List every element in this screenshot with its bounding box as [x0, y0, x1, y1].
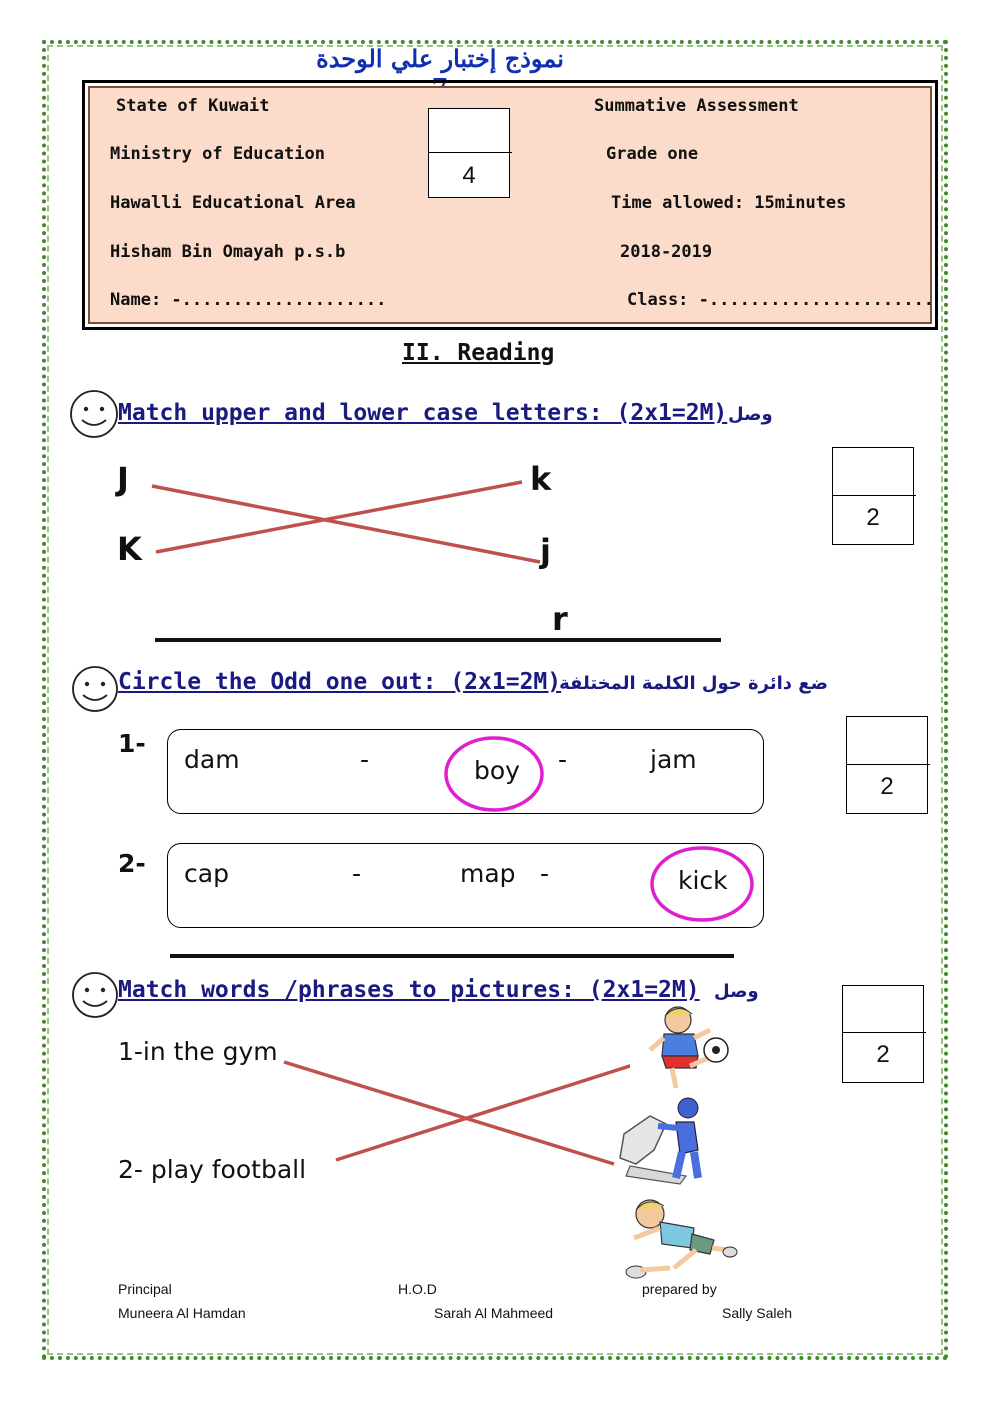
- q2-arabic: ضع دائرة حول الكلمة المختلفة: [559, 673, 828, 694]
- section-title: II. Reading: [402, 340, 555, 366]
- header-grade: Grade one: [606, 144, 699, 164]
- separator-2: [170, 954, 734, 958]
- upper-letter-k: K: [117, 530, 142, 568]
- q2-row2-word3[interactable]: kick: [678, 866, 728, 895]
- page-title: نموذج إختبار علي الوحدة: [316, 44, 564, 73]
- name-field[interactable]: Name: -....................: [110, 290, 387, 310]
- match-line-j: [152, 486, 540, 562]
- odd-one-circle: [648, 844, 756, 924]
- total-score-divider: [428, 152, 512, 153]
- lower-letter-k: k: [530, 460, 552, 498]
- header-state: State of Kuwait: [116, 96, 270, 116]
- q2-row1-dash: -: [360, 745, 370, 774]
- q2-row2-dash: -: [540, 859, 550, 888]
- q2-row1-dash: -: [558, 745, 568, 774]
- header-year: 2018-2019: [620, 242, 713, 262]
- q3-match-lines: [270, 1050, 630, 1180]
- q2-row1-word2[interactable]: boy: [474, 756, 520, 785]
- smiley-icon: [68, 388, 120, 440]
- q3-score: 2: [876, 1041, 890, 1068]
- q3-phrase-1: 1-in the gym: [118, 1037, 278, 1066]
- q1-arabic: وصل: [728, 404, 773, 425]
- person-on-gym-machine-icon: [610, 1094, 710, 1190]
- footer-name-prepared: Sally Saleh: [722, 1305, 793, 1321]
- q2-score-divider: [846, 764, 930, 765]
- q2-row2-dash: -: [352, 859, 362, 888]
- odd-one-circle: [442, 734, 546, 814]
- class-field[interactable]: Class: -......................: [627, 290, 935, 310]
- q2-row2-word1[interactable]: cap: [184, 859, 229, 888]
- footer-name-hod: Sarah Al Mahmeed: [434, 1305, 554, 1321]
- q2-row1-number: 1-: [118, 729, 146, 758]
- smiley-icon: [70, 970, 120, 1020]
- upper-letter-j: J: [117, 460, 129, 498]
- q1-match-lines: [140, 470, 550, 570]
- q3-score-divider: [842, 1032, 926, 1033]
- header-assessment: Summative Assessment: [594, 96, 799, 116]
- footer-name-principal: Muneera Al Hamdan: [118, 1305, 246, 1321]
- total-score: 4: [462, 162, 476, 189]
- q1-title: Match upper and lower case letters: (2x1=2M): [118, 400, 728, 426]
- q2-row2-word2[interactable]: map: [460, 859, 516, 888]
- boy-running-icon: [614, 1192, 738, 1284]
- header-area: Hawalli Educational Area: [110, 193, 356, 213]
- boy-kicking-football-icon: [636, 1000, 732, 1092]
- footer-role-principal: Principal: [118, 1281, 172, 1297]
- footer-role-prepared: prepared by: [642, 1281, 717, 1297]
- footer-role-hod: H.O.D: [398, 1281, 437, 1297]
- q3-title: Match words /phrases to pictures: (2x1=2M): [118, 977, 700, 1003]
- q3-arabic: وصل: [714, 981, 759, 1002]
- header-time: Time allowed: 15minutes: [611, 193, 847, 213]
- smiley-icon: [70, 664, 120, 714]
- q2-row1-word3[interactable]: jam: [650, 745, 697, 774]
- match-line-k: [156, 482, 522, 552]
- q2-score: 2: [880, 773, 894, 800]
- q2-row1-word1[interactable]: dam: [184, 745, 240, 774]
- q2-title: Circle the Odd one out: (2x1=2M): [118, 669, 562, 695]
- lower-letter-r: r: [552, 600, 568, 638]
- q2-row2-number: 2-: [118, 849, 146, 878]
- header-ministry: Ministry of Education: [110, 144, 325, 164]
- separator-1: [155, 638, 721, 642]
- q1-score: 2: [866, 504, 880, 531]
- q3-phrase-2: 2- play football: [118, 1155, 307, 1184]
- lower-letter-j: j: [540, 532, 551, 570]
- q1-score-divider: [832, 495, 916, 496]
- header-school: Hisham Bin Omayah p.s.b: [110, 242, 346, 262]
